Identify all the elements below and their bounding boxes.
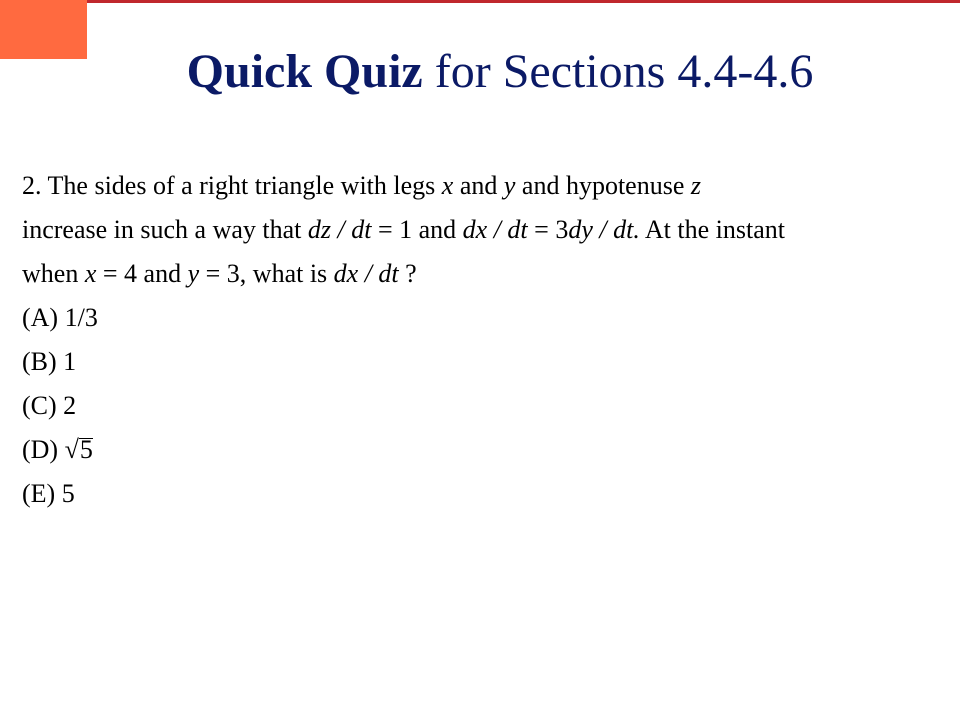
q3-text-d: ?	[398, 259, 417, 288]
option-e: (E) 5	[22, 479, 75, 508]
q3-var-x: x	[84, 259, 97, 288]
option-c: (C) 2	[22, 391, 77, 420]
q3-text-c: = 3, what is	[199, 259, 334, 288]
q2-dy-dt: dy / dt.	[568, 215, 640, 244]
sqrt-sign: √	[64, 435, 79, 464]
q1-text-a: 2. The sides of a right triangle with legs	[22, 171, 442, 200]
q3-dx-dt: dx / dt	[333, 259, 399, 288]
option-d-label: (D)	[22, 435, 65, 464]
q1-var-z: z	[690, 171, 702, 200]
title-rest: for Sections 4.4-4.6	[434, 45, 814, 98]
q2-text-c: = 3	[527, 215, 569, 244]
question-line-2	[22, 208, 942, 252]
q3-text-b: = 4 and	[96, 259, 188, 288]
slide-title	[0, 44, 960, 100]
option-a: (A) 1/3	[22, 303, 98, 332]
q2-text-d: At the instant	[639, 215, 786, 244]
q3-text-a: when	[22, 259, 85, 288]
question-line-3	[22, 252, 942, 296]
question-block	[22, 164, 942, 516]
q2-text-b: = 1 and	[371, 215, 463, 244]
q3-var-y: y	[187, 259, 200, 288]
sqrt-expression	[65, 428, 93, 472]
q1-text-c: and hypotenuse	[515, 171, 691, 200]
sqrt-radicand: 5	[79, 435, 93, 464]
q2-dx-dt: dx / dt	[462, 215, 528, 244]
q1-text-b: and	[453, 171, 504, 200]
q2-text-a: increase in such a way that	[22, 215, 308, 244]
q1-var-y: y	[503, 171, 516, 200]
q2-dz-dt: dz / dt	[307, 215, 372, 244]
option-d	[22, 428, 942, 472]
question-line-1	[22, 164, 942, 208]
top-rule	[87, 0, 960, 3]
option-b: (B) 1	[22, 347, 77, 376]
title-bold: Quick Quiz	[186, 45, 423, 98]
q1-var-x: x	[441, 171, 454, 200]
